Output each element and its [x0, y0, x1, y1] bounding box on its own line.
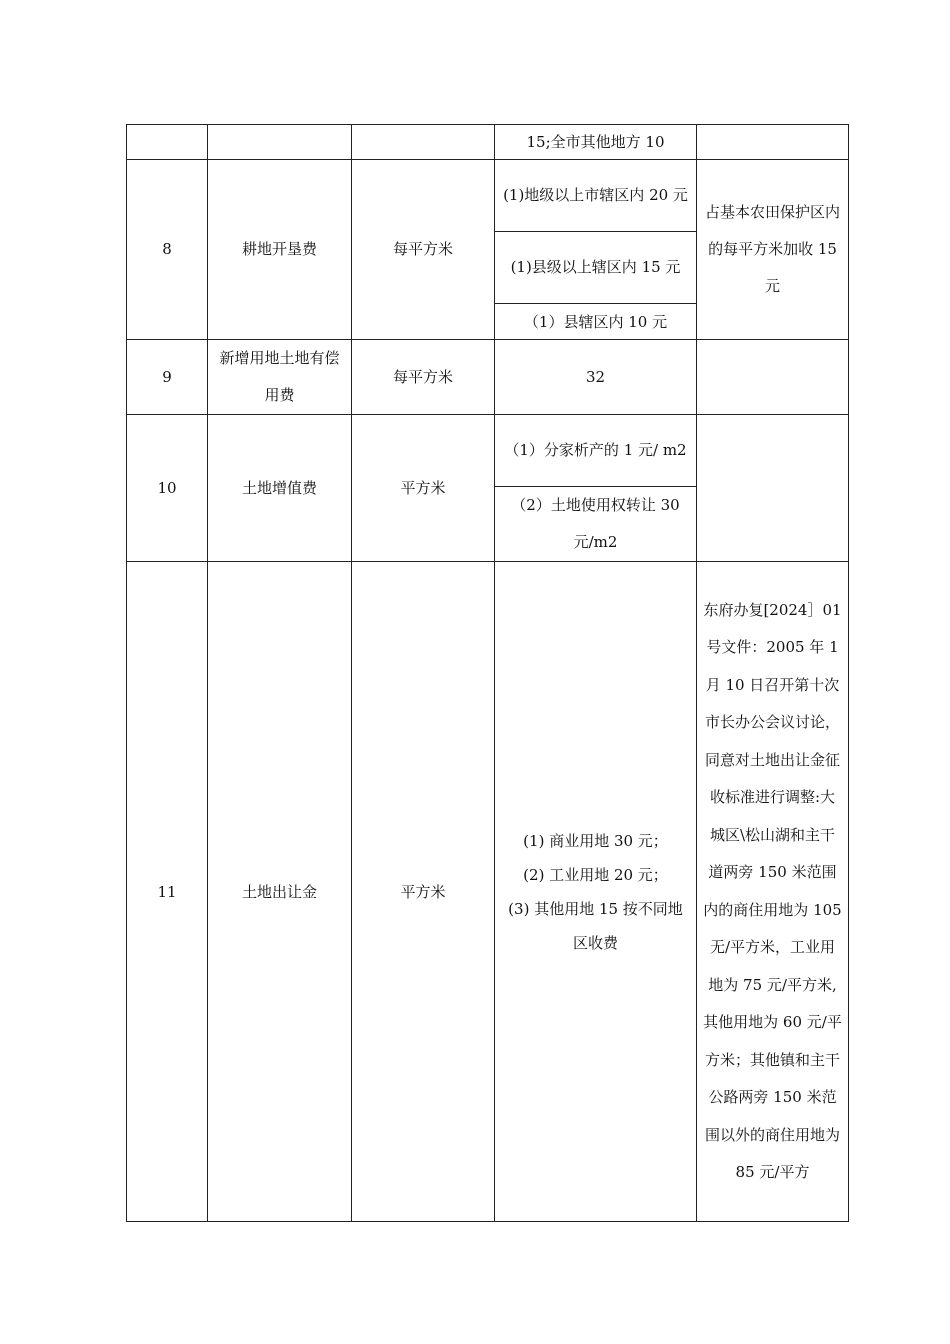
cell-no: 11 — [127, 562, 208, 1222]
cell-note: 占基本农田保护区内的每平方米加收 15 元 — [697, 160, 849, 340]
cell-standard: (1)地级以上市辖区内 20 元 — [495, 160, 697, 232]
cell-standard: 32 — [495, 340, 697, 415]
cell-unit: 平方米 — [352, 415, 495, 562]
cell-name: 新增用地土地有偿用费 — [208, 340, 352, 415]
cell-name: 耕地开垦费 — [208, 160, 352, 340]
cell-no: 9 — [127, 340, 208, 415]
cell-standard-list — [495, 562, 697, 1222]
table-row — [127, 562, 849, 1222]
cell-no: 8 — [127, 160, 208, 340]
cell-standard: （2）土地使用权转让 30 元/m2 — [495, 487, 697, 562]
cell-standard: （1）县辖区内 10 元 — [495, 304, 697, 340]
cell-standard: 15;全市其他地方 10 — [495, 125, 697, 160]
table-row — [127, 415, 849, 487]
cell-name — [208, 125, 352, 160]
table-row — [127, 125, 849, 160]
table-row — [127, 340, 849, 415]
cell-note — [697, 562, 849, 1222]
cell-no: 10 — [127, 415, 208, 562]
cell-unit: 平方米 — [352, 562, 495, 1222]
standard-item: (1) 商业用地 30 元； — [523, 831, 668, 850]
fee-table — [126, 124, 849, 1222]
cell-no — [127, 125, 208, 160]
cell-note — [697, 340, 849, 415]
table-row — [127, 160, 849, 232]
standard-item: (2) 工业用地 20 元； — [523, 865, 668, 884]
cell-name: 土地增值费 — [208, 415, 352, 562]
cell-name: 土地出让金 — [208, 562, 352, 1222]
note-text: 东府办复[2024］01 号文件：2005 年 1 月 10 日召开第十次市长办公会议讨论，同意对土地出让金征收标准进行调整:大城区\松山湖和主干道两旁 150 米范围内的商住用地为 105 无/平方米，工业用地为 75 元/平方米,其他用地为 60 元/平方米；其他镇和主干公路两旁 150 米范围以外的商住用地为 85 元/平方 — [703, 600, 842, 1181]
cell-unit — [352, 125, 495, 160]
cell-unit: 每平方米 — [352, 340, 495, 415]
cell-unit: 每平方米 — [352, 160, 495, 340]
cell-standard: (1)县级以上辖区内 15 元 — [495, 232, 697, 304]
cell-note — [697, 415, 849, 562]
cell-note — [697, 125, 849, 160]
cell-standard: （1）分家析产的 1 元/ m2 — [495, 415, 697, 487]
standard-item: (3) 其他用地 15 按不同地区收费 — [508, 899, 683, 952]
